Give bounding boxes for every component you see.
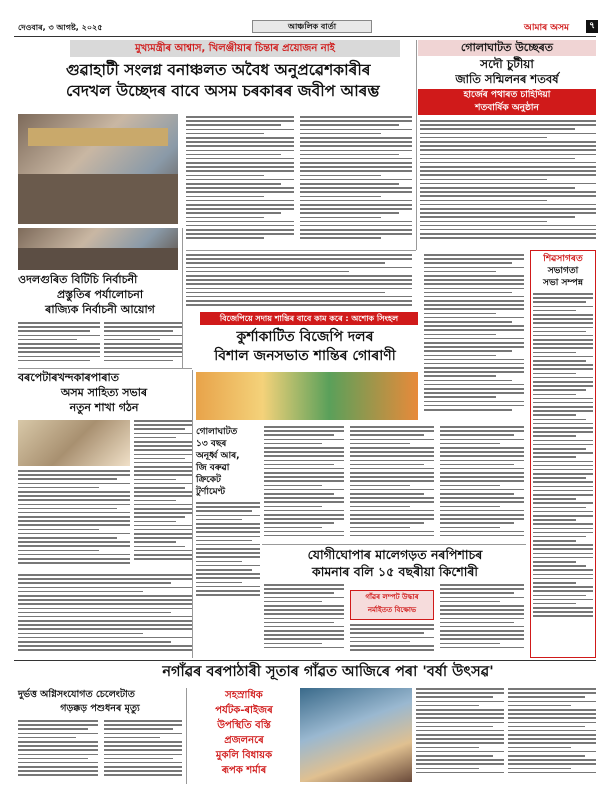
tourism-photo: [300, 688, 412, 782]
right-top-headline-3: জাতি সন্মিলনৰ শতবৰ্ষ: [455, 72, 559, 86]
banner-text: মুখ্যমন্ত্ৰীৰ আশ্বাস, খিলঞ্জীয়াৰ চিন্তাৰ প্ৰয়োজন নাই: [135, 43, 335, 54]
cricket-headline: [196, 426, 260, 498]
tourism-box: [190, 688, 298, 784]
jogighopa-headline-line-1: যোগীঘোপাৰ মালেগড়ত নৰপিশাচৰ: [307, 547, 483, 562]
sahitya-headline-line-1: বৰপেটাৰখন্দকাৰপাৰাত: [18, 371, 120, 384]
sahitya-headline: [18, 370, 190, 415]
election-headline-line-3: ৰাজ্যিক নিৰ্বাচনী আয়োগ: [45, 303, 155, 316]
cricket-headline-line-1: গোলাঘাটত: [196, 427, 238, 437]
nagar-headline: নগাঁৱৰ বৰপাঠাৰী সূতাৰ গাঁৱত আজিৰে পৰা 'বৰ্ষা উৎসৱ': [162, 664, 494, 680]
right-top-box: [418, 40, 596, 116]
banner-band: [70, 40, 400, 57]
inset-box: [350, 590, 434, 620]
bottom-left-body-2: [104, 720, 182, 782]
right-top-headline-1: গোলাঘাটত উচ্ছেৰত: [418, 40, 596, 56]
nagar-body-col-2: [508, 688, 596, 782]
sahitya-headline-line-2: অসম সাহিত্য সভাৰ: [60, 386, 148, 399]
election-body-col-1: [18, 322, 100, 366]
sahitya-headline-line-3: নতুন শাখা গঠন: [69, 401, 139, 414]
sahitya-body-1: [134, 420, 192, 570]
sahitya-body-3: [18, 574, 192, 658]
cricket-headline-line-5: ক্ৰিকেট: [196, 475, 221, 485]
tourism-line-2: পৰ্যটক-ৰাইজৰ: [215, 705, 273, 716]
bottom-left-body-1: [18, 720, 98, 782]
bjp-headline: [190, 328, 420, 366]
jogighopa-headline: [264, 546, 526, 580]
election-body-col-2: [104, 322, 182, 366]
sidebar-right-headline-1: শিৱসাগৰত: [543, 254, 583, 264]
right-top-body: [420, 120, 596, 246]
page-number: ৭: [586, 20, 598, 33]
bottom-left-headline-line-1: দুৰ্ভত্ত অগ্নিসংযোগত চেলেংটাত: [18, 689, 135, 700]
tourism-line-3: উপস্থিতি বস্তি: [217, 720, 271, 731]
jogighopa-body-col-1: [264, 584, 344, 656]
cricket-headline-line-2: ১৩ বছৰ: [196, 439, 227, 449]
lead-body-col-3: [186, 254, 412, 310]
bjp-body-col-1: [264, 426, 344, 546]
lead-body-col-1: [186, 116, 294, 248]
lead-headline-line-2: বেদখল উচ্ছেদৰ বাবে অসম চৰকাৰৰ জবীপ আৰম্ভ: [66, 82, 380, 100]
nagar-body-col-1: [416, 688, 504, 782]
election-headline-line-2: প্ৰস্তুতিৰ পৰ্যালোচনা: [56, 288, 144, 301]
sahitya-photo: [18, 420, 130, 466]
bottom-left-headline: [18, 688, 182, 716]
cricket-headline-line-4: জি বৰুৱা: [196, 463, 230, 473]
lead-photo: [18, 114, 178, 224]
right-top-sub-1: হাৰ্জেৰ পথাৰত চাহিদিয়া: [418, 89, 596, 102]
bottom-left-headline-line-2: গড়ক্কড় পশুধনৰ মৃত্যু: [60, 703, 140, 714]
sidebar-right-headline-2: সভাগতা: [547, 266, 579, 276]
cricket-body: [196, 502, 260, 602]
cricket-headline-line-6: টুৰ্ণামেণ্ট: [196, 487, 226, 497]
sidebar-right-box: [530, 250, 596, 658]
header-bar: [14, 20, 596, 34]
inset-line-2: নৰ্মাইতত বিক্ষোভ: [367, 606, 417, 614]
header-date: দেওবাৰ, ৩ আগষ্ট, ২০২৫: [18, 23, 103, 32]
cricket-headline-line-3: অনূৰ্ধ্ব আৰ,: [196, 451, 240, 461]
right-top-sub-2: শতবাৰ্ষিক অনুষ্ঠান: [418, 102, 596, 115]
sahitya-body-2: [18, 470, 130, 570]
bjp-body-col-3: [440, 426, 524, 546]
election-headline: [18, 272, 182, 317]
tourism-line-6: ৰূপক শৰ্মাৰ: [221, 765, 267, 776]
bjp-headline-line-2: বিশাল জনসভাত শান্তিৰ গোৰাণী: [214, 348, 396, 364]
bjp-photo: [196, 372, 418, 420]
lead-headline: [66, 60, 416, 102]
sidebar-right-headline-3: সভা সম্পন্ন: [543, 278, 583, 288]
tourism-line-1: সহস্ৰাধিক: [225, 690, 263, 701]
election-photo: [18, 228, 178, 270]
jogighopa-headline-line-2: কামনাৰ বলি ১৫ বছৰীয়া কিশোৰী: [311, 564, 479, 579]
tourism-line-4: প্ৰজলনৰে: [224, 735, 264, 746]
masthead: আমাৰ অসম: [524, 23, 570, 33]
bjp-kicker: বিজেপিয়ে সদায় শান্তিৰ বাবে কাম কৰে : অশোক সিংহল: [200, 312, 418, 325]
election-headline-line-1: ওদলগুৰিত বিটিচি নিৰ্বাচনী: [18, 273, 138, 286]
lead-body-col-2: [300, 116, 412, 248]
bjp-headline-line-1: কুৰ্শাকাটিত বিজেপি দলৰ: [236, 329, 374, 345]
jogighopa-body-col-2: [350, 624, 434, 658]
tourism-line-5: মুকলি বিধায়ক: [215, 750, 273, 761]
bjp-body-right: [424, 254, 524, 424]
sidebar-right-body: [533, 293, 593, 653]
lead-headline-line-1: গুৱাহাটী সংলগ্ন বনাঞ্চলত অবৈধ অনুপ্ৰৱেশকাৰীৰ: [66, 61, 371, 79]
bjp-body-col-2: [350, 426, 434, 546]
right-top-headline-2: সদৌ চুটীয়া: [480, 57, 534, 71]
jogighopa-body-col-3: [440, 584, 524, 656]
inset-line-1: গাঁৱৰ লম্পট উদ্ধাৰ: [365, 593, 419, 601]
header-section: আঞ্চলিক বাৰ্তা: [252, 20, 372, 33]
